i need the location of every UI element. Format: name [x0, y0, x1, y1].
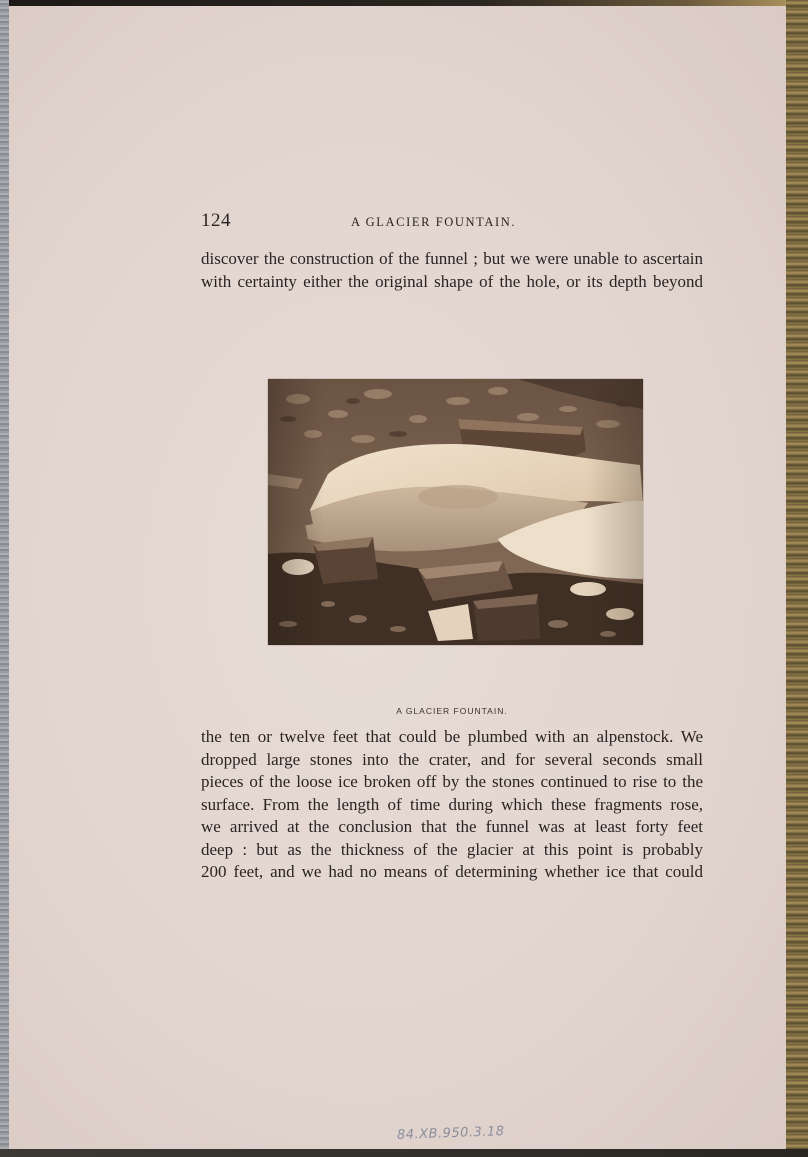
book-bottom-edge — [0, 1149, 808, 1157]
running-head: A GLACIER FOUNTAIN. — [351, 215, 517, 229]
book-binding-edge — [0, 0, 9, 1157]
text-line: discover the construction of the funnel ; but we were unable to ascertain — [201, 249, 703, 268]
book-fore-edge — [786, 0, 808, 1157]
page-number: 124 — [201, 210, 231, 231]
text-line: the ten or twelve feet that could be plumbed with an alpenstock. We — [201, 727, 703, 746]
text-line: with certainty either the original shape of the hole, or its depth beyond — [201, 271, 703, 291]
text-line: surface. From the length of time during which these fragments rose, — [201, 794, 703, 814]
text-line: 200 feet, and we had no means of determining whether ice that could — [201, 862, 703, 881]
text-line: we arrived at the conclusion that the funnel was at least forty feet — [201, 817, 703, 836]
text-line: deep : but as the thickness of the glacier at this point is probably — [201, 839, 703, 859]
book-page — [9, 6, 786, 1149]
glacier-fountain-photograph — [268, 379, 643, 645]
photograph-image — [268, 379, 643, 645]
figure-caption: A GLACIER FOUNTAIN. — [396, 706, 508, 716]
paragraph-bottom — [201, 726, 703, 884]
page-header — [201, 210, 703, 234]
handwritten-shelfmark: 84.XB.950.3.18 — [396, 1124, 505, 1143]
paragraph-top — [201, 248, 703, 293]
text-line: pieces of the loose ice broken off by the stones continued to rise to the — [201, 772, 703, 791]
text-line: dropped large stones into the crater, and for several seconds small — [201, 749, 703, 769]
